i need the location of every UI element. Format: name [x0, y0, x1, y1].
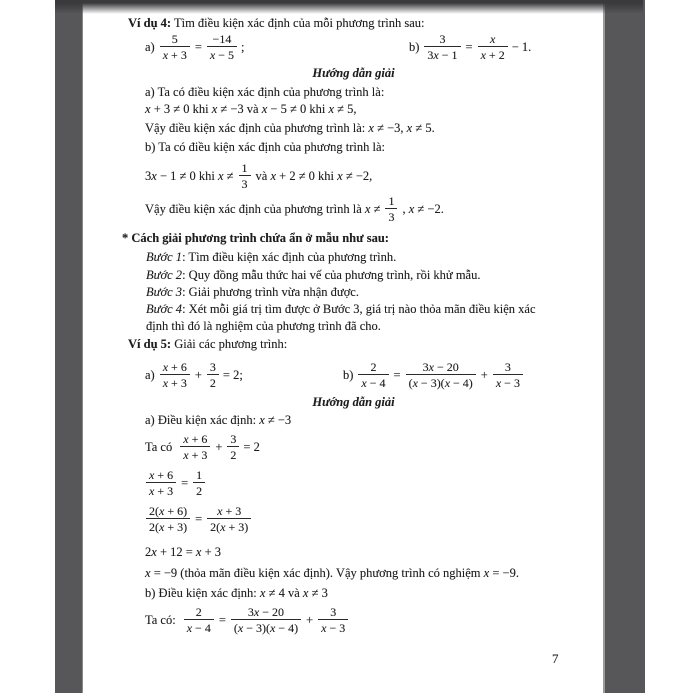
eq-label-a: a) — [145, 367, 155, 382]
vd5-b-step1 — [145, 603, 349, 637]
equals-sign: = — [195, 511, 203, 526]
fraction: $\frac{x + 6}{x + 3}$ — [180, 432, 210, 462]
fraction: $\frac{3x - 20}{(x - 3)(x - 4)}$ — [231, 605, 301, 635]
method-step-4: Bước 4: Xét mỗi giá trị tìm được ở Bước 3, giá trị nào thỏa mãn điều kiện xác — [146, 302, 536, 316]
fraction: $\frac{3x - 20}{(x - 3)(x - 4)}$ — [406, 360, 476, 390]
equals-sign: = — [393, 367, 401, 382]
method-step-4-cont: định thì đó là nghiệm của phương trình đã cho. — [146, 319, 381, 333]
fraction: $\frac{x + 6}{x + 3}$ — [146, 468, 176, 498]
vd4-equation-b — [409, 30, 531, 64]
eq-tail: = 2; — [222, 367, 243, 382]
right-binding-bar — [603, 0, 645, 693]
fraction: $\frac{1}{3}$ — [239, 161, 251, 191]
eq-tail: − 1. — [511, 39, 532, 54]
vd4-a-conclusion: Vậy điều kiện xác định của phương trình là: x ≠ −3, x ≠ 5. — [145, 121, 435, 135]
fraction: $\frac{1}{2}$ — [193, 468, 205, 498]
fraction: $\frac{2}{x - 4}$ — [184, 605, 214, 635]
vd5-a-step4: 2x + 12 = x + 3 — [145, 545, 222, 559]
method-step-3: Bước 3: Giải phương trình vừa nhận được. — [146, 285, 359, 299]
document-page — [82, 0, 603, 697]
method-step-2: Bước 2: Quy đồng mẫu thức hai vế của phương trình, rồi khử mẫu. — [146, 268, 481, 282]
text-run: 3x − 1 ≠ 0 khi x ≠ — [145, 168, 234, 183]
text-run: , x ≠ −2. — [402, 201, 444, 216]
vd5-equation-b — [343, 356, 524, 394]
vd4-a-line2: x + 3 ≠ 0 khi x ≠ −3 và x − 5 ≠ 0 khi x ≠ 5, — [145, 102, 357, 116]
vd4-equation-a — [145, 30, 244, 64]
left-binding-bar — [55, 0, 83, 693]
method-title: * Cách giải phương trình chứa ẩn ở mẫu như sau: — [122, 231, 389, 245]
solution-guide-heading: Hướng dẫn giải — [312, 395, 395, 409]
eq-label-a: a) — [145, 39, 155, 54]
fraction: $\frac{3}{3x - 1}$ — [424, 32, 460, 62]
equals-sign: = — [218, 612, 226, 627]
fraction: $\frac{3}{2}$ — [227, 432, 239, 462]
vd5-a-condition: a) Điều kiện xác định: x ≠ −3 — [145, 413, 292, 427]
vd5-a-result: x = −9 (thỏa mãn điều kiện xác định). Vậy phương trình có nghiệm x = −9. — [145, 566, 519, 580]
text-lead: Ta có — [145, 439, 173, 454]
vd4-a-line1: a) Ta có điều kiện xác định của phương trình là: — [145, 85, 385, 99]
page-number: 7 — [552, 651, 559, 666]
fraction: $\frac{2}{x - 4}$ — [358, 360, 388, 390]
equals-sign: = — [465, 39, 473, 54]
vd5-a-step1 — [145, 430, 260, 464]
vd4-b-conclusion — [145, 192, 444, 226]
fraction: $\frac{5}{x + 3}$ — [160, 32, 190, 62]
plus-sign: + — [215, 439, 223, 454]
vd4-heading: Ví dụ 4: Tìm điều kiện xác định của mỗi phương trình sau: — [128, 16, 425, 30]
text-run: Vậy điều kiện xác định của phương trình là x ≠ — [145, 201, 381, 216]
fraction: $\frac{3}{x - 3}$ — [318, 605, 348, 635]
vd4-b-line2 — [145, 159, 372, 193]
fraction: $\frac{3}{2}$ — [207, 360, 219, 390]
fraction: $\frac{x + 6}{x + 3}$ — [160, 360, 190, 390]
eq-label-b: b) — [409, 39, 420, 54]
fraction: $\frac{x}{x + 2}$ — [478, 32, 508, 62]
vd5-heading: Ví dụ 5: Giải các phương trình: — [128, 337, 288, 351]
vd5-b-condition: b) Điều kiện xác định: x ≠ 4 và x ≠ 3 — [145, 586, 328, 600]
equals-sign: = — [194, 39, 202, 54]
eq-label-b: b) — [343, 367, 354, 382]
page-top-shadow — [55, 0, 643, 14]
method-step-1: Bước 1: Tìm điều kiện xác định của phương trình. — [146, 250, 397, 264]
fraction: $\frac{1}{3}$ — [385, 194, 397, 224]
fraction: $\frac{x + 3}{2(x + 3)}$ — [207, 504, 251, 534]
eq-tail: ; — [241, 39, 245, 54]
equals-sign: = — [181, 475, 189, 490]
solution-guide-heading: Hướng dẫn giải — [312, 66, 395, 80]
vd5-a-step2 — [145, 466, 206, 500]
text-lead: Ta có: — [145, 612, 176, 627]
plus-sign: + — [480, 367, 488, 382]
vd5-equation-a — [145, 356, 243, 394]
text-run: và x + 2 ≠ 0 khi x ≠ −2, — [255, 168, 373, 183]
fraction: $\frac{-14}{x - 5}$ — [207, 32, 237, 62]
fraction: $\frac{2(x + 6)}{2(x + 3)}$ — [146, 504, 190, 534]
plus-sign: + — [194, 367, 202, 382]
vd5-a-step3 — [145, 502, 252, 536]
eq-tail: = 2 — [243, 439, 260, 454]
plus-sign: + — [306, 612, 314, 627]
fraction: $\frac{3}{x - 3}$ — [493, 360, 523, 390]
vd4-b-line1: b) Ta có điều kiện xác định của phương trình là: — [145, 140, 385, 154]
